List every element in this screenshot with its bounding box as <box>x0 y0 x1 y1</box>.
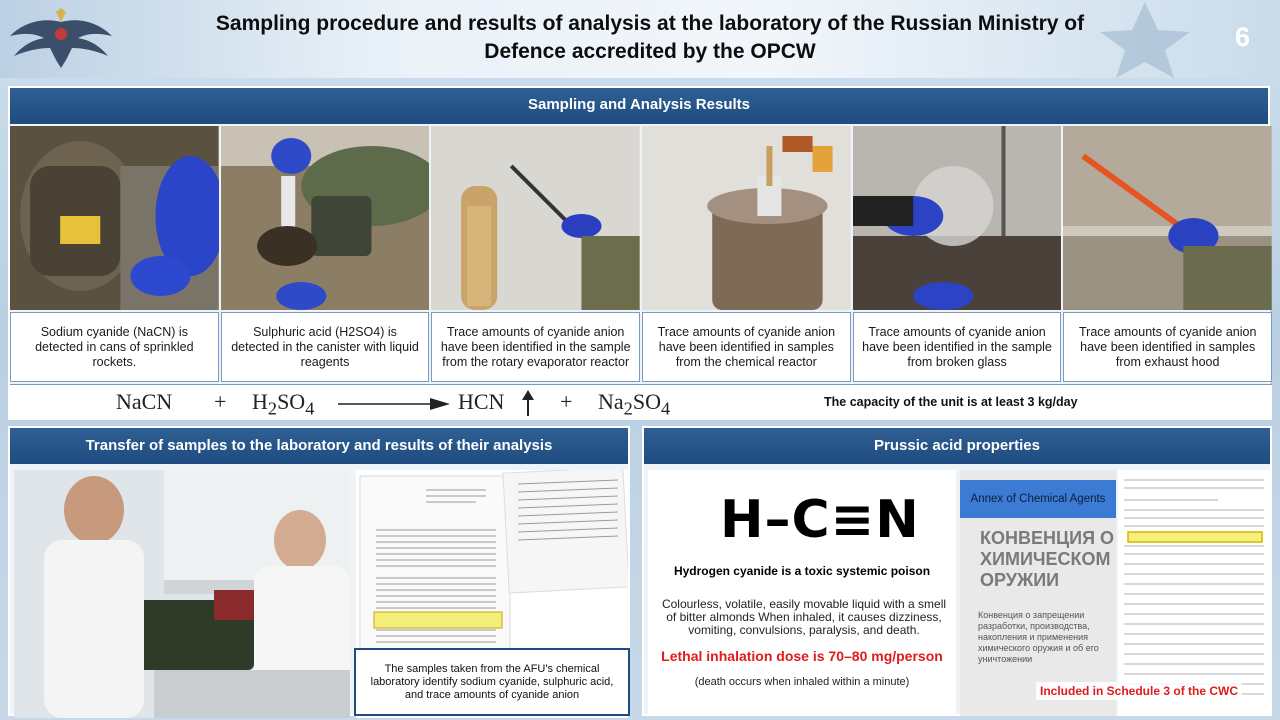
death-note: (death occurs when inhaled within a minute) <box>694 676 910 688</box>
gas-release-arrow-icon <box>522 390 534 416</box>
equation-plus-1: + <box>214 389 227 414</box>
page-title <box>140 10 1160 66</box>
slide-number: 6 <box>1234 22 1250 52</box>
equation-product-na2so4: $Na_2SO_4$ <box>598 389 671 419</box>
hcn-properties-card <box>648 470 956 716</box>
prussic-acid-panel <box>642 426 1272 716</box>
equation-reactant-h2so4: $H_2SO_4$ <box>252 389 315 419</box>
hcn-description: Colourless, volatile, easily movable liquid with a smell of bitter almonds When inhaled, it causes dizziness, vomiting, convulsions, paralysis, and death. <box>661 597 947 637</box>
convention-book-title: КОНВЕНЦИЯ О ХИМИЧЕСКОМ ОРУЖИИ <box>980 528 1115 590</box>
cwc-convention-book <box>960 470 1116 716</box>
prussic-acid-heading: Prussic acid properties <box>644 428 1270 464</box>
lethal-dose: Lethal inhalation dose is 70–80 mg/person <box>661 648 943 664</box>
caption-chemical-reactor: Trace amounts of cyanide anion have been identified in samples from the chemical reactor <box>642 312 851 382</box>
caption-rotary-evaporator: Trace amounts of cyanide anion have been identified in the sample from the rotary evaporator reactor <box>431 312 640 382</box>
exhaust-hood-photo <box>1063 126 1272 310</box>
page-title-line-1: Sampling procedure and results of analysis at the laboratory of the Russian Ministry of <box>215 12 1085 35</box>
ministry-eagle-emblem-icon <box>6 4 116 74</box>
sampling-results-panel <box>8 86 1270 420</box>
rotting-cans-photo <box>10 126 219 310</box>
canister-photo <box>221 126 430 310</box>
broken-glass-photo <box>853 126 1062 310</box>
sampling-results-heading: Sampling and Analysis Results <box>10 88 1268 124</box>
title-bar <box>0 0 1280 78</box>
page-title-line-2: Defence accredited by the OPCW <box>484 40 816 63</box>
chemical-reactor-photo <box>642 126 851 310</box>
sampling-caption-row <box>10 312 1272 382</box>
unit-capacity-text: The capacity of the unit is at least 3 kg/day <box>824 395 1078 409</box>
equation-product-hcn: HCN <box>458 389 505 414</box>
hcn-structural-formula: H–C≡N <box>720 490 920 550</box>
toxic-statement: Hydrogen cyanide is a toxic systemic poison <box>673 564 931 578</box>
annex-chemical-agents-tag: Annex of Chemical Agents <box>960 480 1116 518</box>
star-decoration-icon <box>1070 0 1220 80</box>
sampling-photo-row <box>10 126 1272 310</box>
reaction-equation <box>110 386 730 420</box>
cwc-schedule-note: Included in Schedule 3 of the CWC <box>1036 682 1242 700</box>
samples-callout: The samples taken from the AFU's chemical laboratory identify sodium cyanide, sulphuric acid, and trace amounts of cyanide anion <box>354 648 630 716</box>
sample-transfer-heading: Transfer of samples to the laboratory and results of their analysis <box>10 428 628 464</box>
caption-sodium-cyanide: Sodium cyanide (NaCN) is detected in cans of sprinkled rockets. <box>10 312 219 382</box>
equation-plus-2: + <box>560 389 573 414</box>
convention-book-subtitle: Конвенция о запрещении разработки, производства, накопления и применения химического оружия и об его уничтожении <box>978 610 1099 664</box>
laboratory-photo <box>14 470 350 718</box>
rotary-evaporator-photo <box>431 126 640 310</box>
caption-exhaust-hood: Trace amounts of cyanide anion have been identified in samples from exhaust hood <box>1063 312 1272 382</box>
sample-transfer-panel <box>8 426 630 716</box>
caption-broken-glass: Trace amounts of cyanide anion have been identified in the sample from broken glass <box>853 312 1062 382</box>
caption-sulphuric-acid: Sulphuric acid (H2SO4) is detected in the canister with liquid reagents <box>221 312 430 382</box>
reaction-equation-row <box>10 384 1272 420</box>
schedule-chemicals-list <box>1118 470 1270 716</box>
reaction-arrow-icon <box>338 396 450 412</box>
equation-reactant-nacn: NaCN <box>116 389 173 414</box>
